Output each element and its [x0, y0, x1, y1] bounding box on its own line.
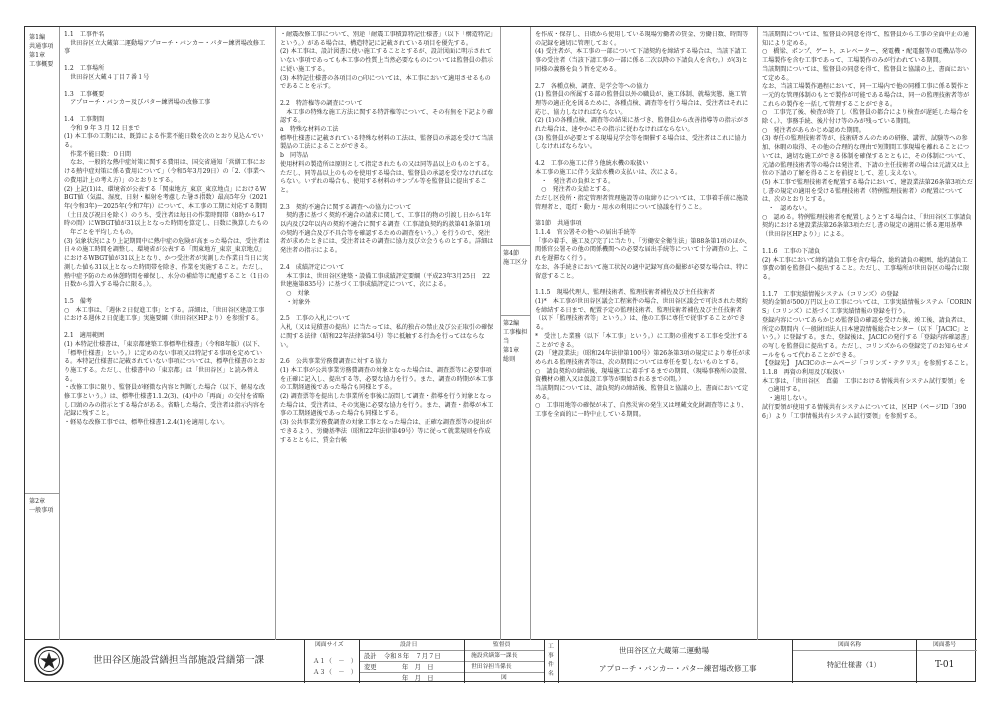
spec-line: 試行要領が使用する情報共有システムについては、区HP（ページID「3906」）より「工事情報共有システム試行要領」を参照する。: [762, 403, 967, 420]
text-column-4: [762, 31, 973, 636]
spec-line: 契約金額が500万円以上の工事については、工事実績情報システム「CORINS」（コリンズ）に基づく工事実績情報の登録を行う。: [762, 299, 972, 316]
work-name-label: 工事件名: [548, 644, 554, 677]
title-block: [25, 640, 977, 683]
spec-line: 本工事の特殊な施工方法に関する特許権等について、その有無を下記より確認する。: [280, 108, 494, 125]
spec-line: (2) 本工事において締約請負工事を含む場合、総約請負の範囲、総約請負工事費の額を監督員へ提出すること。ただし、工事場所が世田谷区の場合に限る。: [762, 256, 970, 281]
scale-a3: Ａ３（ － ）: [313, 669, 358, 676]
spec-line: [762, 283, 973, 291]
spec-line: 2.6 公共事業労務費調査に対する協力: [280, 358, 388, 366]
section-label-part2: 第2編 工事権担 当 第1章 総則: [503, 320, 528, 363]
spec-line: [64, 108, 270, 116]
spec-line: 【登録先】 JACICのホームページ「コリンズ・テクリス」を参照すること。: [762, 360, 972, 368]
spec-line: 2.5 工事の入札について: [280, 315, 351, 323]
project-title: アプローチ・バンカー・パター練習場改修工事: [599, 664, 757, 673]
project-site: 世田谷区立大蔵第二運動場: [619, 646, 709, 655]
divider: [25, 493, 59, 494]
spec-line: 1.2 工事場所: [64, 65, 105, 73]
spec-line: 世田谷区大蔵４丁目７番１号: [64, 73, 150, 81]
spec-line: (1) 本特記仕様書は、「東京都建築工事標準仕様書」（令和8年版）(以下、「標準仕様書」という。）に定めのない事項又は特記する事項を定めている。本特記仕様書に記載されていない事項については、標準仕様書のとおり施工する。ただし、仕様書中の「東京都」は「世田谷区」と読み替える。: [64, 340, 265, 383]
spec-line: 2.7 各種点検、調査、是学会等への協力: [535, 82, 649, 90]
spec-line: 1.1.7 工事実績情報システム（コリンズ）の登録: [762, 290, 899, 298]
spec-line: 2.2 特許権等の調査について: [280, 99, 363, 107]
spec-line: (3) 専任の監理技術者等が、技術研さんのための研修、講習、試験等への参加、休暇の取得、その他の合理的な理由で短期間工事現場を離れることについては、適切な施工ができる体制を確保するとともに、その体制について、元請の監理技術者等の場合は発注者、下請の主任技術者の場合は元請又は上位の下請の了解を得ることを前提として、差し支えない。: [762, 135, 970, 178]
design-label: 設計: [364, 653, 377, 660]
spec-line: ・対象外: [280, 298, 311, 306]
section-label-chapter1: 第1編 共通事項 第1章 工事概要: [29, 34, 54, 68]
spec-line: ・改修工事に限り、監督員が軽微な内容と判断した場合（以下、軽易な改修工事という。）は、標準仕様書1.1.2(3)、(4)中の「再面」の交付を省略し口頭のみの指示とする場合がある。省略した場合、受注者は指示内容を記録に残すこと。: [64, 384, 266, 418]
spec-line: ・軽易な改修工事では、標準仕様書1.2.4(1)を適用しない。: [64, 419, 229, 427]
spec-line: (1) 本工事が公共事業労務費調査の対象となった場合は、調査票等に必要事項を正確に記入し、提出する等、必要な協力を行う。また、調査の時期が本工事の工期経過後であった場合も同様とする。: [280, 366, 494, 392]
spec-line: ・適用しない。: [762, 395, 811, 403]
spec-line: ○ 対象: [280, 289, 310, 297]
spec-line: 4.2 工事の施工に伴う他統水機の取扱い: [535, 160, 649, 168]
drawing-sheet: [24, 26, 976, 682]
spec-line: 1.1.6 工事の下請負: [762, 247, 821, 255]
spec-line: (2) 上記(1)は、環境省が公表する「関東地方_東京_東京地点」におけるWBGT値（気温、湿度、日射・輻射を考慮した暑さ指数）最高5年分（2021年(令和3年)～2025年(令和7年)）について、本工事の工期に対応する期間（土日及び祝日を除く）のうち、受注者は毎日の作業時間帯（8時から17時の間）にWBGT値が31以上となった時間を算定し、日数に換算したもの: [64, 185, 269, 228]
spec-line: * 受注した業務（以下「本工事」という。）に工期の重複する工事を受注することができる。: [535, 332, 749, 349]
work-name-label-cell: [545, 640, 559, 683]
spec-line: 1.5 備考: [64, 297, 92, 305]
scale-header: 図面サイズ: [315, 642, 344, 648]
revision-date-2: 年 月 日: [402, 675, 434, 682]
spec-line: (3) 本特記仕様書の各項目の○印については、本工事において適用させるものであることを示す。: [280, 74, 491, 91]
drawing-name: 特記仕様書（1）: [827, 661, 881, 669]
spec-line: 年ごとを平均したもの。: [64, 229, 137, 237]
divider: [757, 27, 758, 640]
spec-line: (2) (1)の各種点検、調査等の結果に基づき、監督員から改善指導等の指示がされた場合は、速やかにその指示に従わなければならない。: [535, 117, 749, 134]
spec-line: (1) 監督員の所属する部の監督員以外の職員が、施工体制、就場実態、施工管理等の適正化を図るために、各種点検、調査等を行う場合は、受注者はそれに応じ、協力しなければならない。: [535, 91, 749, 116]
spec-line: (1)* 本工事が世田谷区議会工程案件の場合、世田谷区議会で可決された契約を締結する日まで、配置予定の監理技術者、監理技術者補佐及び主任技術者（以下「監理技術者等」という。）は、他の工事に専任で従事することができる。: [535, 297, 748, 332]
organization-cell: [25, 640, 305, 683]
spec-line: [280, 350, 495, 358]
supervisor-cell: [465, 640, 545, 683]
spec-line: 本工事の施工に伴う支給水機の支払いは、次による。: [535, 168, 682, 176]
spec-line: ○ 本工事は、「週休２日促進工事」とする。詳細は、「世田谷区建設工事における週休２日促進工事」実施要綱（世田谷区HPより）を参照する。: [64, 306, 265, 323]
spec-line: [64, 290, 270, 298]
drawing-number: T-01: [935, 660, 955, 670]
spec-line: (3) 公共事業労務費調査の対象工事となった場合は、正確な調査票等の提出ができるよう、労働基準法（昭和22年法律第49号）等に従って就業規則を作成するとともに、賃金台帳: [280, 419, 492, 444]
drawing-number-cell: [917, 640, 977, 683]
spec-line: [280, 92, 495, 100]
spec-line: 当該期間については、監督員の同意を得て、監督員から工事の全面中止の通知により定める。: [762, 31, 969, 47]
spec-line: [280, 196, 495, 204]
supervisor-role-1: 施設営繕第一課長: [471, 653, 518, 659]
spec-line: (1) 本工事の工期には、既算による作業不能日数を次のとおり見込んでいる。: [64, 133, 264, 150]
spec-line: a 特殊な材料の工法: [280, 126, 339, 134]
design-date: 令和８年 ７月７日: [384, 653, 441, 660]
spec-line: 本工事は、世田谷区建築・設備工事成績評定要綱（平成23年3月25日 22世建施第835号）に基づく工事成績評定について、次による。: [280, 272, 490, 289]
spec-line: [535, 152, 752, 160]
spec-line: ○ 工事完了後、検査が終了し（監督員の都合により検査が遅延した場合を除く。）、事務手続、後片付け等のみが残っている期間。: [762, 109, 969, 126]
drawing-name-cell: [793, 640, 917, 683]
scale-a1: Ａ１（ － ）: [313, 658, 358, 665]
spec-line: b 同等品: [280, 152, 309, 160]
drawing-number-header: 図面番号: [933, 642, 957, 648]
supervisor-header: 監督員: [493, 642, 511, 648]
divider: [500, 27, 501, 640]
spec-line: [535, 75, 752, 83]
spec-line: (2) 「建設業法」（昭和24年法律第100号）第26条第3項の規定により専任が求められる監理技術者等は、次の期間については専任を要しないものとする。: [535, 350, 751, 366]
text-column-2: [280, 31, 495, 636]
spec-line: 当該期間については、監督員の同意を得て、監督員と協議の上、書面において定める。: [762, 65, 969, 82]
spec-line: ・ 発注者の負担とする。: [535, 177, 615, 185]
spec-line: 当該期間については、請負契約の締結後、監督員と協議の上、書面において定める。: [535, 385, 749, 401]
setagaya-emblem-icon: [33, 645, 65, 677]
spec-line: [280, 256, 495, 264]
organization-name: 世田谷区施設営繕担当部施設営繕第一課: [93, 655, 265, 666]
spec-line: 作業不能日数：０日間: [64, 150, 132, 158]
spec-line: (2) 本工事は、設計図書に使い施工することとするが、設計図面に明示されていない事項であっても本工事の性質上当然必要なものについては監督員の指示に従い施工する。: [280, 48, 494, 73]
revision-date: 年 月 日: [402, 664, 434, 671]
spec-line: 2.1 適用範囲: [64, 332, 105, 340]
divider: [275, 27, 276, 640]
spec-line: [64, 57, 270, 65]
spec-line: 1.1.4 官公署その他への届出手続等: [535, 229, 636, 237]
spec-line: を作成・保存し、日頃から使用している現場労働者の賃金、労働日数、時間等の記録を適切に管理しておく。: [535, 31, 749, 47]
spec-line: ○ 工事用地等の確保が未了、自然災害の発生又は埋蔵文化財調査等により、工事を全面的に一時中止している期間。: [535, 402, 748, 419]
design-date-cell: [360, 640, 465, 683]
supervisor-role-3: 図: [501, 675, 507, 681]
spec-line: なお、当該工場製作過程において、同一工場内で他の同種工事に係る製作と一元的な管理体制のもとで製作が可能である場合は、同一の監理技術者等がこれらの製作を一括して管理することができる。: [762, 83, 970, 108]
supervisor-role-2: 世田谷担当係長: [471, 664, 512, 670]
section-label-chapter2: 第2章 一般事項: [29, 498, 54, 514]
spec-line: 「事の着手、施工及び完了に当たり、「労働安全衛生法」第88条第1項のほか、関係官公署その他の関係機関への必要な届出手続等について十分調査の上、これを遅滞なく行う。: [535, 237, 751, 263]
spec-line: 使用材料の製造所は原則として指定されたもの又は同等品以上のものとする。ただし、同等品以上のものを使用する場合は、監督員の承認を受けなければならない。いずれの場合も、使用する材料のサンプル等を監督員に提出すること。: [280, 160, 494, 194]
spec-line: [64, 324, 270, 332]
divider: [500, 315, 530, 316]
text-column-3: [535, 31, 752, 636]
text-column-1: [64, 31, 270, 636]
spec-line: 入札（又は見積書の提出）に当たっては、私的独占の禁止及び公正取引の確保に関する法律（昭和22年法律第54号）等に抵触する行為を行ってはならない。: [280, 324, 494, 349]
spec-line: 登録内容についてあらかじめ監督員の確認を受けた後、竣工後、請負者は、所定の期間内（一般財団法人日本建設情報総合センター（以下「JACIC」という。）に登録する。また、登録後は、JACICの発行する「登録内容確認書」の写しを監督員に提出する。ただし、コリンズからの登録完了のお知らせメールをもって代わることができる。: [762, 316, 973, 359]
spec-line: ○ 発注者があらかじめ認めた期間。: [762, 126, 865, 134]
spec-line: ただし区役所・指定管理者管理施設等の取締りについては、工事着手前に施設管理者と、電灯・動力・用水の利用について協議を行うこと。: [535, 194, 749, 211]
divider: [59, 27, 60, 640]
spec-line: (3) 監督員が必要とする現場見学会等を開催する場合は、受注者はこれに協力しなければならない。: [535, 134, 747, 151]
spec-line: 1.4 工事期間: [64, 115, 105, 123]
project-cell: [559, 640, 793, 683]
divider: [500, 245, 530, 246]
spec-line: 本工事は、「世田谷区 菖蒲 工事における情報共有システム試行要領」を: [762, 377, 966, 385]
scale-cell: [305, 640, 360, 683]
spec-line: ○ 認める。特例監理技術者を配置しようとする場合は、「世田谷区工事請負契約における建設業法第26条第3項ただし書の規定の適用に係る運用基準（世田谷区HPより）」による。: [762, 213, 972, 239]
spec-line: ・ 認めない。: [762, 205, 811, 213]
design-header: 設計日: [400, 642, 418, 648]
spec-line: なお、一般的な熱中症対策に関する費用は、国交省通知「営繕工事における熱中症対策に係る費用について」（令和5年3月29日）の「2.（事業への費用計上の考え方）」のとおりとする。: [64, 159, 266, 184]
spec-line: アプローチ・バンカー及びパター練習場の改修工事: [64, 99, 211, 107]
spec-line: 2.3 契約不適合に関する調査への協力について: [280, 203, 412, 211]
spec-line: (3) 気象状況により上記期間中に熱中症の危険が高まった場合は、受注者は日々の施工時間を調整し、環境省が公表する「関東地方_東京_東京地点」におけるWBGT値が31以上となり、かつ受注者が実測した作業日当日に実測した値も31以上となった時間帯を除き、作業を実施すること。ただし、熱中症予防のため休憩時間を確保し、水分の補給等に配慮すること（1日の日数から算入する場合に限る。）。: [64, 237, 270, 289]
spec-line: 第1節 共通事項: [535, 220, 582, 228]
spec-line: ○ 橋梁、ポンプ、ゲート、エレベーター、発電機・配電盤等の電機品等の工場製作を含む工事であって、工場製作のみが行われている期間。: [762, 48, 968, 65]
drawing-name-header: 図面名称: [838, 642, 862, 648]
spec-line: (5) 本工事で監理技術者を配置する場合において、建設業法第26条第3項ただし書の規定の適用を受ける監理技術者（特例監理技術者）の配置については、次のとおりとする。: [762, 178, 973, 204]
spec-line: [762, 240, 973, 248]
spec-line: 標準仕様書に記載されている特殊な材料の工法は、監督員の承認を受けて当該製品の工法によることができる。: [280, 134, 494, 151]
spec-line: (4) 受注者が、本工事の一部について下請契約を締結する場合は、当該下請工事の受注者（当該下請工事の一部に係る二次以降の下請負人を含む。）が(3)と同様の義務を負う旨を定める。: [535, 48, 748, 73]
spec-line: ○適用する。: [762, 386, 804, 394]
spec-line: ・耐震改修工事について、別途「耐震工事積算特記仕様書」（以下「構造特記」という。）がある場合は、構造特記に記載されている項目を優先する。: [280, 31, 494, 47]
section-label-section4: 第4節 施工区分: [503, 250, 528, 266]
spec-line: 2.4 成績評定について: [280, 263, 345, 271]
revision-label: 変更: [364, 664, 377, 671]
spec-line: 契約書に基づく契約不適合の請求に関して、工事目的物の引渡し日から1年以内及び2年以内の契約不適合に関する調査（工事請負契約約款第41条第1項の契約不適合及び不具合等を確認するための調査をいう。）を行うので、発注者が求めたときには、受注者はその調査に協力及び立会うものとする。詳細は発注者の指示による。: [280, 212, 494, 255]
spec-line: ○ 発注者の支給とする。: [535, 186, 614, 194]
spec-line: [64, 83, 270, 91]
spec-line: 1.3 工事概要: [64, 90, 105, 98]
spec-line: 1.1 工事件名: [64, 31, 105, 38]
spec-line: 世田谷区立大蔵第二運動場アプローチ・バンカー・パター練習場改修工事: [64, 39, 266, 56]
spec-line: なお、各手続きにおいて施工状況の適中記録写真の撮影が必要な場合は、特に留意すること。: [535, 263, 749, 280]
specification-body: [25, 27, 977, 640]
spec-line: (2) 調査票等を提出した事業所を事後に訪問して調査・指導を行う対象となった場合は、受注者は、その実施に必要な協力を行う。また、調査・指導が本工事の工期経過後であった場合も同様とする。: [280, 393, 494, 418]
spec-line: 令和 9 年 3 月 12 日まで: [64, 124, 140, 132]
spec-line: 1.1.5 現場代理人、監理技術者、監理技術者補佐及び主任技術者: [535, 289, 716, 297]
spec-line: 1.1.8 再資の利用及び取扱い: [762, 369, 845, 377]
spec-line: ○ 請負契約の締結後、現場施工に着手するまでの期間、（現場事務所の設置、資機材の搬入又は仮設工事等が開始されるまでの間。）: [535, 367, 751, 384]
